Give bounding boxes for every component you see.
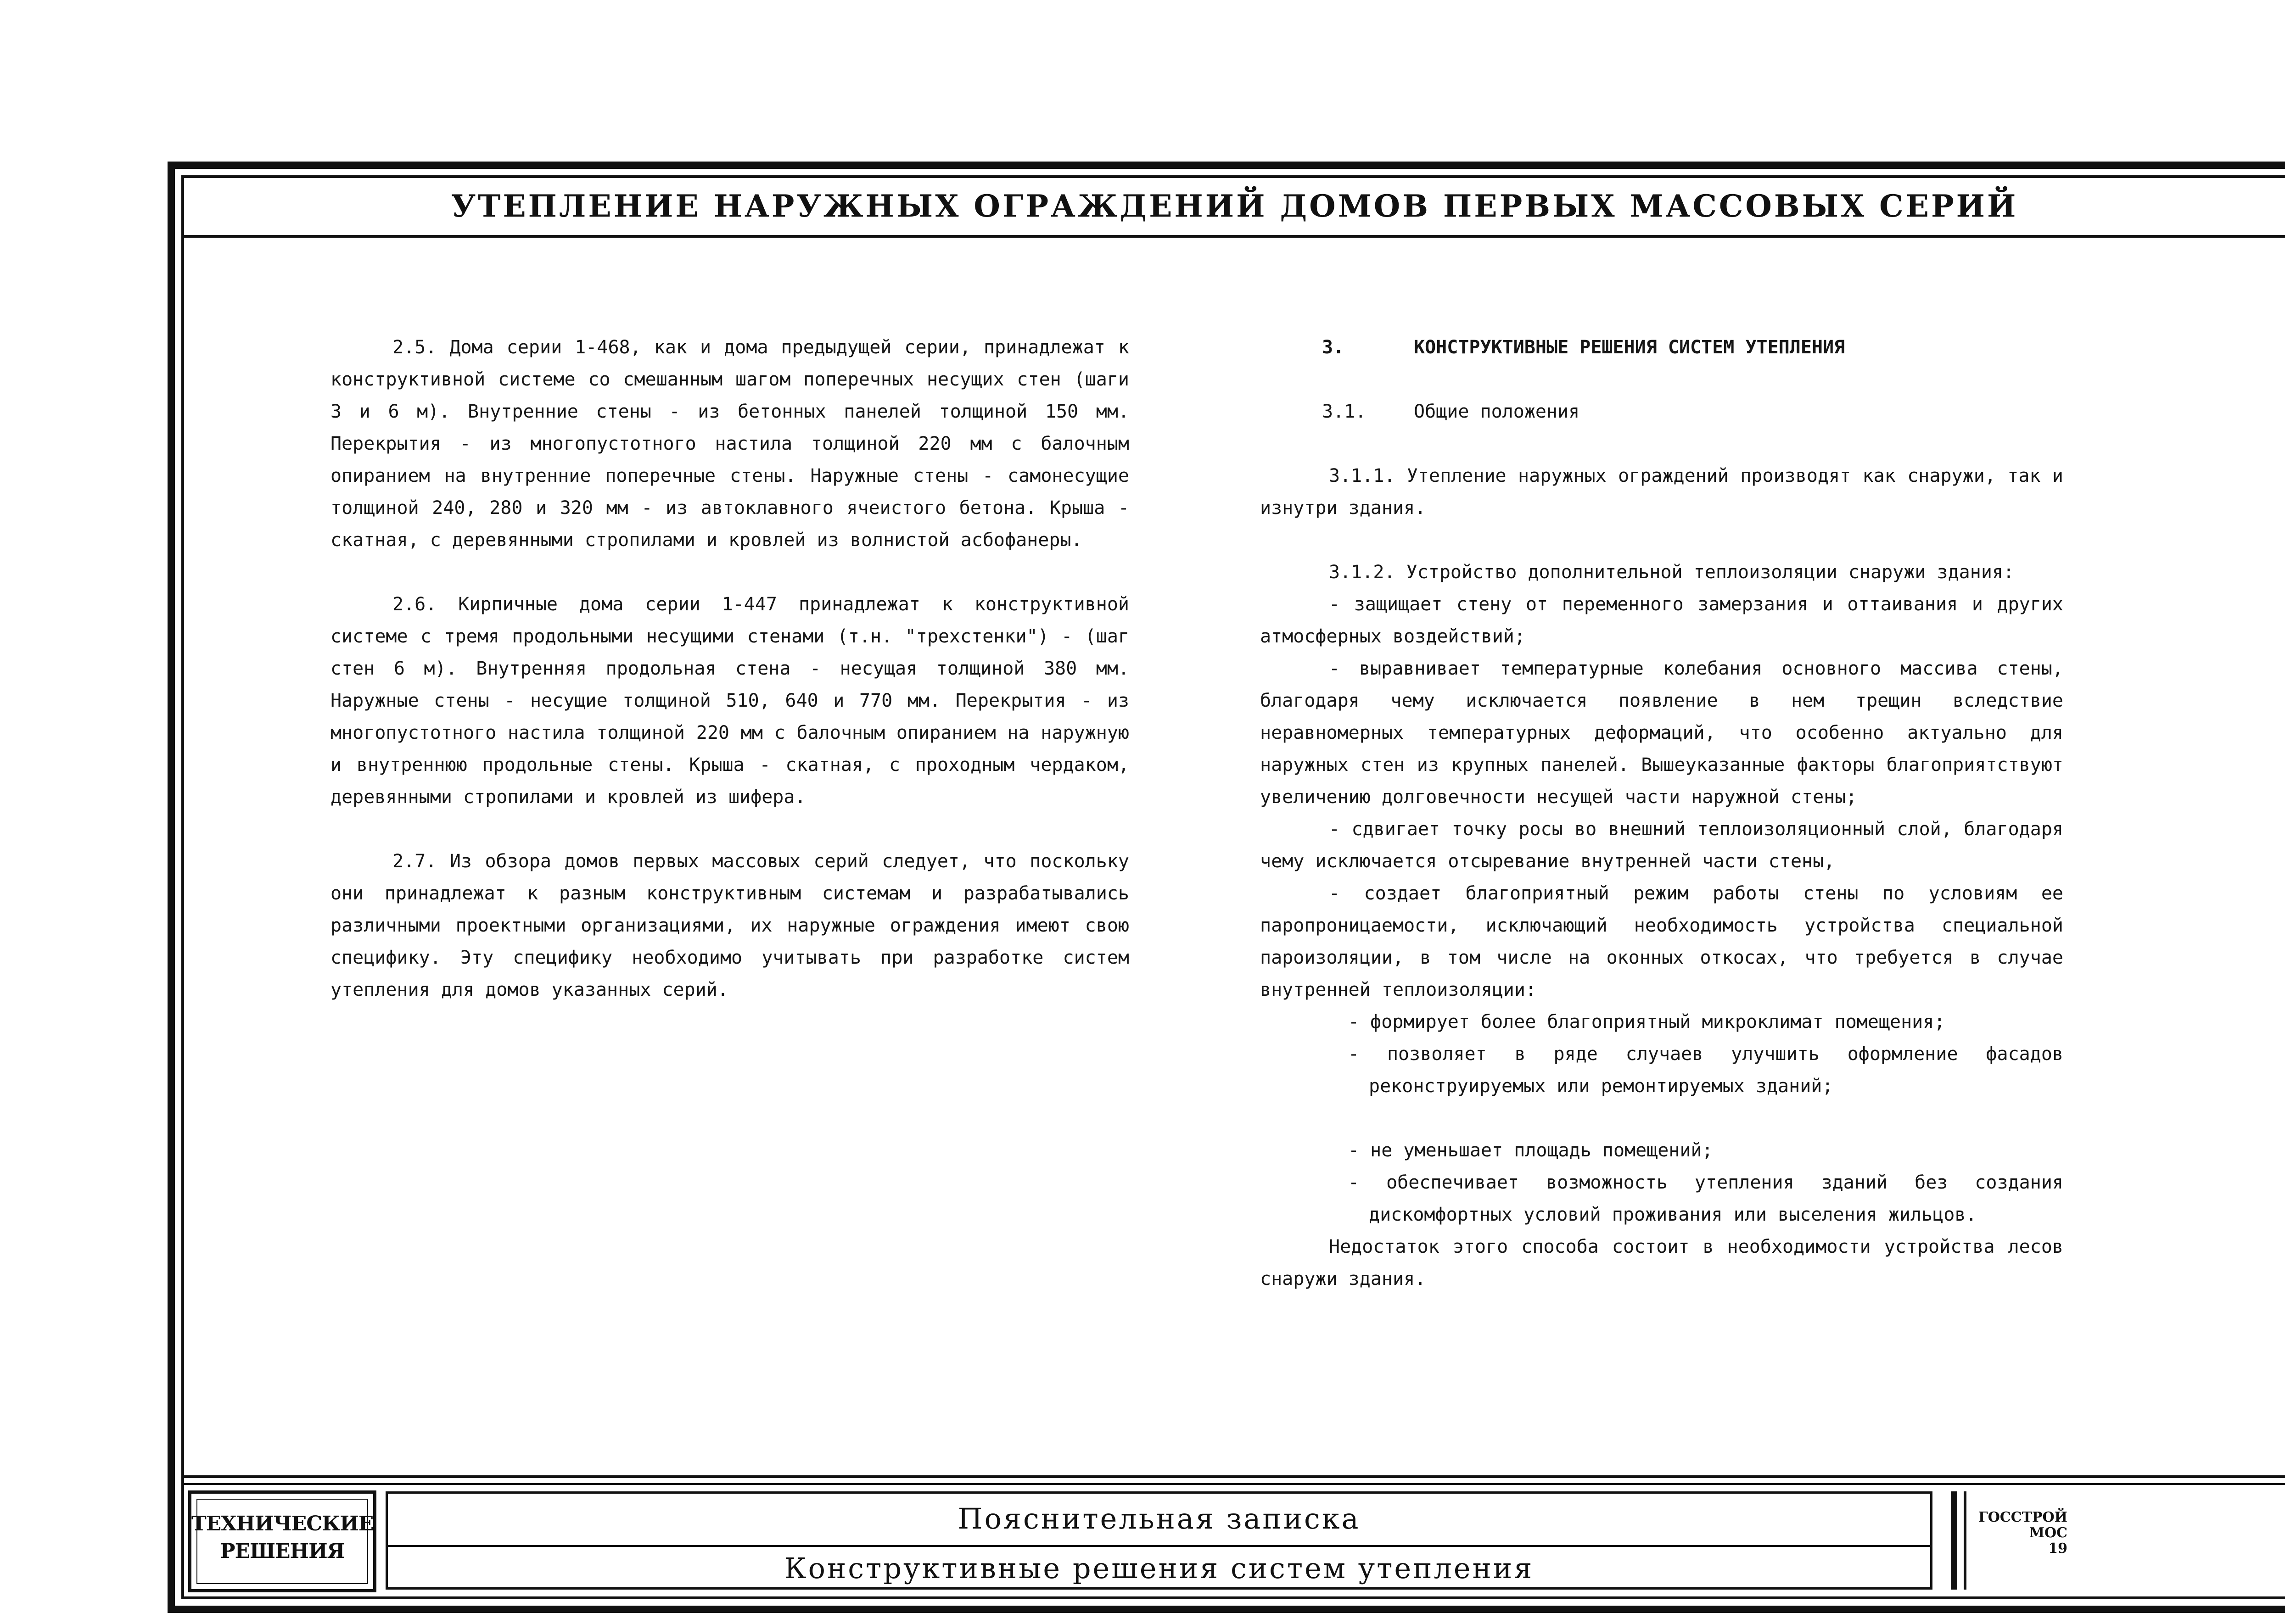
- title-divider: [388, 1545, 1930, 1547]
- list-item: - формирует более благоприятный микроклимат помещения;: [1348, 1011, 1945, 1032]
- stamp-line-1: ТЕХНИЧЕСКИЕ: [191, 1512, 374, 1535]
- frame-bottom-border: [168, 1606, 2285, 1613]
- left-column: [330, 331, 1129, 1006]
- closing-paragraph: Недостаток этого способа состоит в необходимости устройства лесов снаружи здания.: [1260, 1236, 2063, 1289]
- org-line-2: МОС: [2029, 1525, 2067, 1541]
- paragraph-3-1-2: 3.1.2. Устройство дополнительной теплоизоляции снаружи здания:: [1329, 562, 2015, 583]
- paragraph-3-1-1: 3.1.1. Утепление наружных ограждений производят как снаружи, так и изнутри здания.: [1260, 465, 2063, 519]
- subsection-number: 3.1.: [1322, 401, 1367, 422]
- list-item: - сдвигает точку росы во внешний теплоизоляционный слой, благодаря чему исключается отсыревание внутренней части стены,: [1260, 819, 2063, 872]
- list-item: - выравнивает температурные колебания основного массива стены, благодаря чему исключается появление в нем трещин вследствие неравномерных температурных деформаций, что особенно актуально для наружных стен из крупных панелей. Вышеуказанные факторы благоприятствуют увеличению долговечности несущей части наружной стены;: [1260, 658, 2063, 808]
- paragraph-2-7: 2.7. Из обзора домов первых массовых серий следует, что поскольку они принадлежат к разным конструктивным системам и разрабатывались различными проектными организациями, их наружные ограждения имеют свою специфику. Эту специфику необходимо учитывать при разработке систем утепления для домов указанных серий.: [330, 851, 1129, 1000]
- document-title-line-1: Пояснительная записка: [958, 1502, 1361, 1535]
- document-title-box: [386, 1491, 1932, 1590]
- frame-left-inner-border: [181, 175, 184, 1599]
- list-item: - защищает стену от переменного замерзания и оттаивания и других атмосферных воздействий;: [1260, 594, 2063, 647]
- frame-top-border: [168, 162, 2285, 169]
- page-title: УТЕПЛЕНИЕ НАРУЖНЫХ ОГРАЖДЕНИЙ ДОМОВ ПЕРВЫХ МАССОВЫХ СЕРИЙ: [451, 188, 2018, 224]
- stamp-line-2: РЕШЕНИЯ: [220, 1540, 345, 1563]
- frame-left-border: [168, 162, 175, 1613]
- paragraph-2-6: 2.6. Кирпичные дома серии 1-447 принадлежат к конструктивной системе с тремя продольными несущими стенами (т.н. "трехстенки") - (шаг стен 6 м). Внутренняя продольная стена - несущая толщиной 380 мм. Наружные стены - несущие толщиной 510, 640 и 770 мм. Перекрытия - из многопустотного настила толщиной 220 мм с балочным опиранием на наружную и внутреннюю продольные стены. Крыша - скатная, с проходным чердаком, деревянными стропилами и кровлей из шифера.: [330, 594, 1129, 808]
- page-header: [184, 178, 2285, 238]
- org-line-1: ГОССТРОЙ: [1978, 1509, 2067, 1525]
- subsection-title: Общие положения: [1414, 401, 1580, 422]
- paragraph-2-5: 2.5. Дома серии 1-468, как и дома предыдущей серии, принадлежат к конструктивной системе со смешанным шагом поперечных несущих стен (шаги 3 и 6 м). Внутренние стены - из бетонных панелей толщиной 150 мм. Перекрытия - из многопустотного настила толщиной 220 мм с балочным опиранием на внутренние поперечные стены. Наружные стены - самонесущие толщиной 240, 280 и 320 мм - из автоклавного ячеистого бетона. Крыша - скатная, с деревянными стропилами и кровлей из волнистой асбофанеры.: [330, 337, 1129, 551]
- section-heading: [1260, 331, 2063, 363]
- list-item: - создает благоприятный режим работы стены по условиям ее паропроницаемости, исключающий необходимость устройства специальной пароизоляции, в том числе на оконных откосах, что требуется в случае внутренней теплоизоляции:: [1260, 883, 2063, 1000]
- series-stamp-text: [191, 1510, 373, 1565]
- section-number: 3.: [1322, 337, 1344, 358]
- organization-box: [1951, 1491, 2285, 1590]
- list-item: - позволяет в ряде случаев улучшить оформление фасадов реконструируемых или ремонтируемых зданий;: [1348, 1044, 2063, 1097]
- title-block-inner-border: [184, 1483, 2285, 1485]
- org-line-3: 19: [2048, 1540, 2067, 1557]
- subsection-heading: [1260, 396, 2063, 428]
- frame-bottom-inner-border: [181, 1596, 2285, 1599]
- right-column: [1260, 331, 2063, 1295]
- organization-text: [1976, 1510, 2067, 1557]
- document-title-line-2: Конструктивные решения систем утепления: [784, 1551, 1534, 1585]
- list-item: - не уменьшает площадь помещений;: [1348, 1140, 1713, 1161]
- list-item: - обеспечивает возможность утепления зданий без создания дискомфортных условий проживания или выселения жильцов.: [1348, 1172, 2063, 1225]
- section-title: КОНСТРУКТИВНЫЕ РЕШЕНИЯ СИСТЕМ УТЕПЛЕНИЯ: [1414, 337, 1845, 358]
- organization-box-inner-border: [1964, 1491, 1966, 1590]
- title-block-top-border: [184, 1475, 2285, 1478]
- series-stamp: [188, 1490, 376, 1592]
